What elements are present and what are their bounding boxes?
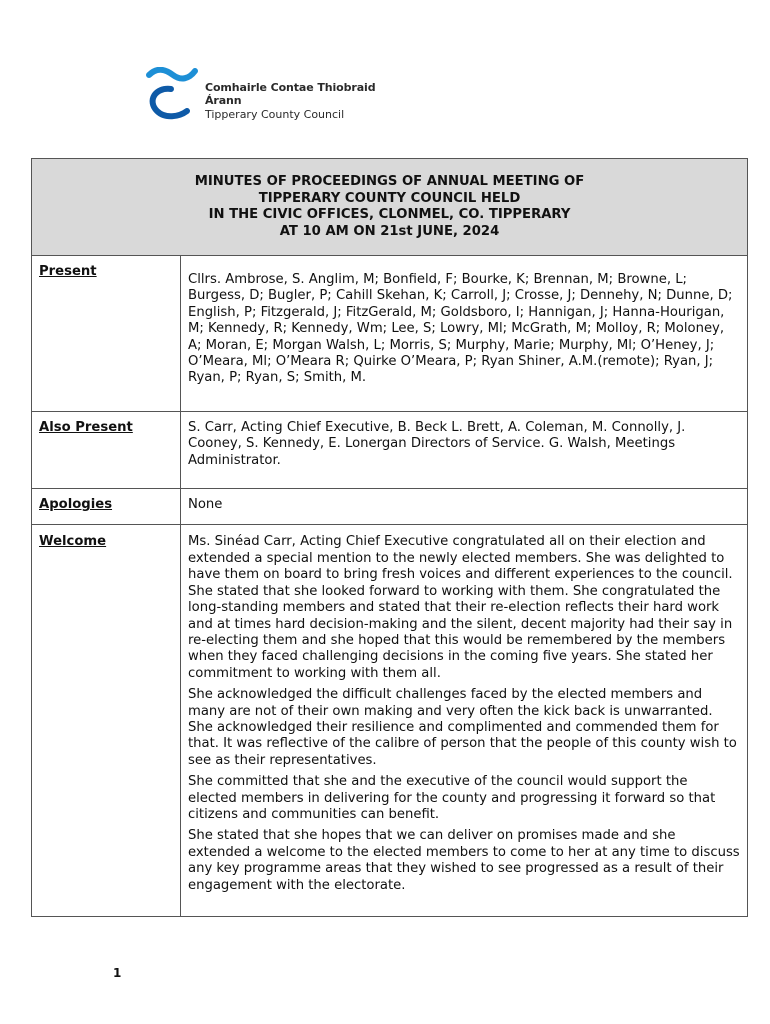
welcome-text — [181, 525, 748, 917]
present-text: Cllrs. Ambrose, S. Anglim, M; Bonfield, F; Bourke, K; Brennan, M; Browne, L; Burgess, D; Bugler, P; Cahill Skehan, K; Carroll, J; Crosse, J; Dennehy, N; Dunne, D; English, P; Fitzgerald, J; FitzGerald, M; Goldsboro, I; Hannigan, J; Hanna-Hourigan, M; Kennedy, R; Kennedy, Wm; Lee, S; Lowry, Ml; McGrath, M; Molloy, R; Moloney, A; Moran, E; Morgan Walsh, L; Morris, S; Murphy, Marie; Murphy, Ml; O’Heney, J; O’Meara, Ml; O’Meara R; Quirke O’Meara, P; Ryan Shiner, A.M.(remote); Ryan, J; Ryan, P; Ryan, S; Smith, M. — [181, 256, 748, 412]
welcome-label: Welcome — [32, 525, 181, 917]
welcome-row — [32, 525, 748, 917]
also-present-label: Also Present — [32, 411, 181, 488]
page-number: 1 — [113, 966, 122, 980]
logo-text — [205, 81, 403, 121]
council-logo — [143, 67, 403, 123]
welcome-paragraph-1: Ms. Sinéad Carr, Acting Chief Executive congratulated all on their election and extended a special mention to the newly elected members. She was delighted to have them on board to bring fresh voices and different experiences to the council. She stated that she looked forward to working with them. She congratulated the long-standing members and stated that their re-election reflects their hard work and at times hard decision-making and the silent, decent majority had their say in re-electing them and she hoped that this would be remembered by the members when they faced challenging decisions in the coming five years. She stated her commitment to working with them all. — [188, 534, 733, 681]
title-row — [32, 159, 748, 256]
apologies-label: Apologies — [32, 489, 181, 525]
welcome-paragraph-4: She stated that she hopes that we can deliver on promises made and she extended a welcome to the elected members to come to her at any time to discuss any key programme areas that they wished to see progressed as a result of their engagement with the electorate. — [188, 828, 740, 893]
also-present-text: S. Carr, Acting Chief Executive, B. Beck L. Brett, A. Coleman, M. Connolly, J. Cooney, S. Kennedy, E. Lonergan Directors of Service. G. Walsh, Meetings Administrator. — [181, 411, 748, 488]
title-line-1: MINUTES OF PROCEEDINGS OF ANNUAL MEETING OF — [194, 174, 585, 189]
welcome-paragraph-2: She acknowledged the difficult challenges faced by the elected members and many are not of their own making and very often the kick back is unwarranted. She acknowledged their resilience and complimented and commended them for that. It was reflective of the calibre of person that the people of this county wish to see as their representatives. — [188, 687, 737, 768]
present-label: Present — [32, 256, 181, 412]
present-row — [32, 256, 748, 412]
apologies-row — [32, 489, 748, 525]
logo-english-name: Tipperary County Council — [205, 108, 345, 121]
logo-irish-name: Comhairle Contae Thiobraid Árann — [205, 81, 376, 107]
council-emblem-icon — [143, 67, 201, 123]
welcome-paragraph-3: She committed that she and the executive of the council would support the elected members in delivering for the county and progressing it forward so that citizens and communities can benefit. — [188, 774, 716, 822]
title-line-3: IN THE CIVIC OFFICES, CLONMEL, CO. TIPPERARY — [208, 207, 571, 222]
document-title — [32, 159, 748, 256]
minutes-table — [31, 158, 748, 917]
title-line-2: TIPPERARY COUNTY COUNCIL HELD — [258, 190, 521, 206]
title-line-4: AT 10 AM ON 21st JUNE, 2024 — [279, 223, 500, 239]
apologies-text: None — [181, 489, 748, 525]
also-present-row — [32, 411, 748, 488]
